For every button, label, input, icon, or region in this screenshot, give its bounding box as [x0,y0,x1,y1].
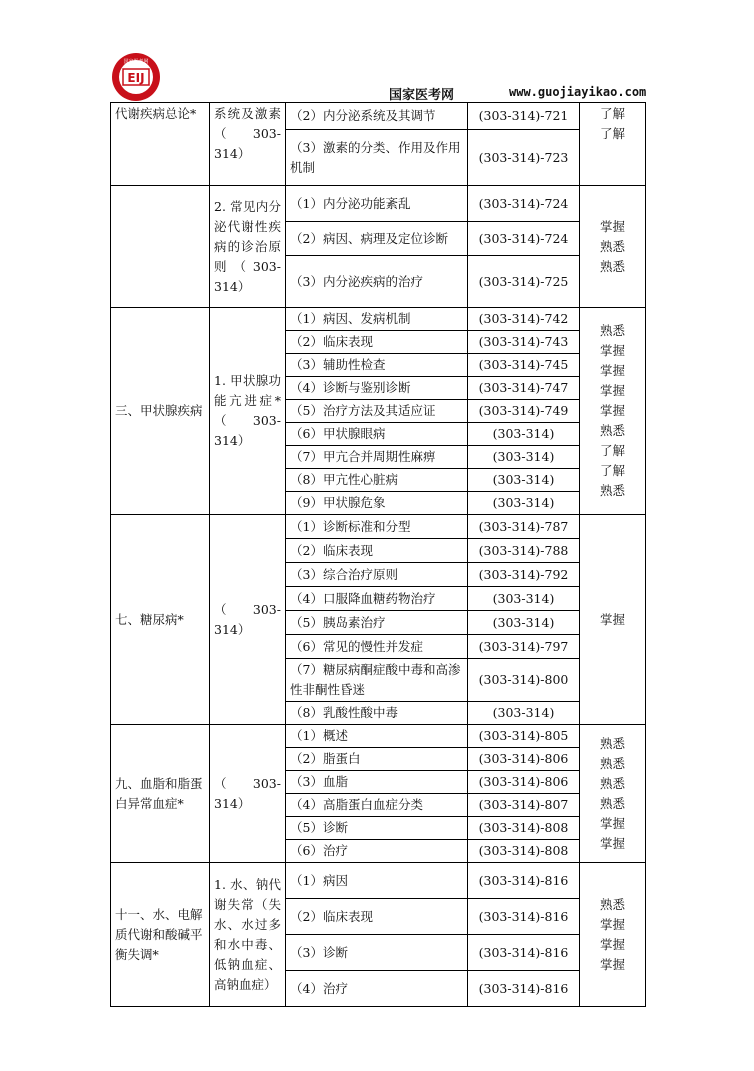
ref-cell: (303-314)-721 [468,103,580,130]
logo-ring-text: 国家医考网 [123,59,149,65]
ref-cell: (303-314) [468,469,580,492]
ref-cell: (303-314)-816 [468,899,580,935]
item-cell: （2）临床表现 [286,331,468,354]
item-cell: （3）诊断 [286,935,468,971]
ref-cell: (303-314)-816 [468,971,580,1007]
ref-cell: (303-314) [468,702,580,725]
item-cell: （2）临床表现 [286,899,468,935]
syllabus-table [110,102,646,1007]
item-cell: （1）病因、发病机制 [286,308,468,331]
item-cell: （3）内分泌疾病的治疗 [286,256,468,308]
item-cell: （8）乳酸性酸中毒 [286,702,468,725]
item-cell: （6）常见的慢性并发症 [286,635,468,659]
item-cell: （4）治疗 [286,971,468,1007]
item-cell: （1）内分泌功能紊乱 [286,186,468,222]
ref-cell: (303-314)-800 [468,659,580,702]
ref-cell: (303-314)-808 [468,817,580,840]
item-cell: （7）甲亢合并周期性麻痹 [286,446,468,469]
ref-cell: (303-314)-797 [468,635,580,659]
subtopic-cell: 2. 常见内分泌代谢性疾病的诊治原则（303-314） [210,186,286,308]
ref-cell: (303-314) [468,492,580,515]
item-cell: （9）甲状腺危象 [286,492,468,515]
subtopic-cell: 系统及激素（303-314） [210,103,286,186]
category-cell [111,186,210,308]
ref-cell: (303-314) [468,611,580,635]
ref-cell: (303-314) [468,587,580,611]
ref-cell: (303-314)-807 [468,794,580,817]
item-cell: （2）脂蛋白 [286,748,468,771]
item-cell: （2）病因、病理及定位诊断 [286,222,468,256]
ref-cell: (303-314)-806 [468,748,580,771]
ref-cell: (303-314)-806 [468,771,580,794]
ref-cell: (303-314)-787 [468,515,580,539]
level-cell: 掌握 [580,515,646,725]
site-url: www.guojiayikao.com [509,85,647,99]
category-cell: 十一、水、电解质代谢和酸碱平衡失调* [111,863,210,1007]
ref-cell: (303-314)-725 [468,256,580,308]
ref-cell: (303-314)-723 [468,130,580,186]
ref-cell: (303-314)-792 [468,563,580,587]
subtopic-cell: （303-314） [210,725,286,863]
level-cell: 熟悉 掌握 掌握 掌握 [580,863,646,1007]
item-cell: （7）糖尿病酮症酸中毒和高渗性非酮性昏迷 [286,659,468,702]
item-cell: （3）综合治疗原则 [286,563,468,587]
item-cell: （1）病因 [286,863,468,899]
item-cell: （1）诊断标准和分型 [286,515,468,539]
category-cell: 七、糖尿病* [111,515,210,725]
item-cell: （4）高脂蛋白血症分类 [286,794,468,817]
ref-cell: (303-314)-745 [468,354,580,377]
item-cell: （2）内分泌系统及其调节 [286,103,468,130]
ref-cell: (303-314)-788 [468,539,580,563]
subtopic-cell: （303-314） [210,515,286,725]
ref-cell: (303-314) [468,446,580,469]
item-cell: （3）辅助性检查 [286,354,468,377]
item-cell: （6）治疗 [286,840,468,863]
item-cell: （4）口服降血糖药物治疗 [286,587,468,611]
item-cell: （5）治疗方法及其适应证 [286,400,468,423]
ref-cell: (303-314)-749 [468,400,580,423]
ref-cell: (303-314)-805 [468,725,580,748]
site-logo [111,52,161,102]
item-cell: （4）诊断与鉴别诊断 [286,377,468,400]
level-cell: 掌握 熟悉 熟悉 [580,186,646,308]
category-cell: 代谢疾病总论* [111,103,210,186]
ref-cell: (303-314)-816 [468,935,580,971]
item-cell: （1）概述 [286,725,468,748]
ref-cell: (303-314)-747 [468,377,580,400]
subtopic-cell: 1. 甲状腺功能亢进症*（303-314） [210,308,286,515]
ref-cell: (303-314)-742 [468,308,580,331]
ref-cell: (303-314)-724 [468,222,580,256]
ref-cell: (303-314)-743 [468,331,580,354]
category-cell: 九、血脂和脂蛋白异常血症* [111,725,210,863]
item-cell: （8）甲亢性心脏病 [286,469,468,492]
item-cell: （5）诊断 [286,817,468,840]
item-cell: （6）甲状腺眼病 [286,423,468,446]
item-cell: （3）激素的分类、作用及作用机制 [286,130,468,186]
level-cell: 了解 了解 [580,103,646,186]
logo-letters: EIJ [127,71,145,85]
item-cell: （3）血脂 [286,771,468,794]
ref-cell: (303-314) [468,423,580,446]
level-cell: 熟悉 熟悉 熟悉 熟悉 掌握 掌握 [580,725,646,863]
item-cell: （5）胰岛素治疗 [286,611,468,635]
level-cell: 熟悉 掌握 掌握 掌握 掌握 熟悉 了解 了解 熟悉 [580,308,646,515]
category-cell: 三、甲状腺疾病 [111,308,210,515]
ref-cell: (303-314)-816 [468,863,580,899]
item-cell: （2）临床表现 [286,539,468,563]
subtopic-cell: 1. 水、钠代谢失常（失水、水过多和水中毒、低钠血症、高钠血症） [210,863,286,1007]
ref-cell: (303-314)-724 [468,186,580,222]
ref-cell: (303-314)-808 [468,840,580,863]
site-name: 国家医考网 [389,88,455,103]
